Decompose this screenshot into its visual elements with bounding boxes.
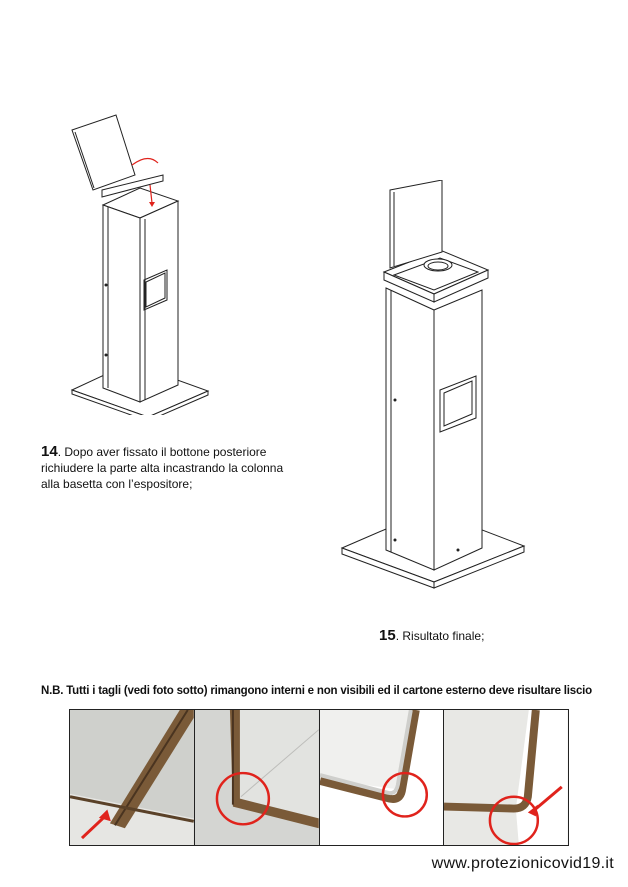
website-url: www.protezionicovid19.it — [431, 855, 614, 872]
step-14-line3: alla basetta con l’espositore; — [41, 477, 193, 491]
photo-cut-3 — [320, 710, 444, 845]
figure-step-14 — [60, 105, 220, 415]
step-14-line1: . Dopo aver fissato il bottone posteriore — [57, 445, 267, 459]
photo-cut-4 — [444, 710, 568, 845]
photo-cut-2 — [195, 710, 319, 845]
step-14-caption — [41, 444, 283, 492]
step-14-line2: richiudere la parte alta incastrando la colonna — [41, 461, 284, 475]
step-14-number: 14 — [41, 443, 58, 460]
photo-cut-1 — [70, 710, 194, 845]
figure-step-15 — [338, 180, 528, 590]
step-15-number: 15 — [379, 627, 396, 644]
photo-strip — [69, 709, 569, 846]
step-15-text: . Risultato finale; — [395, 629, 485, 643]
note-text: N.B. Tutti i tagli (vedi foto sotto) rimangono interni e non visibili ed il cartone esterno deve risultare liscio — [41, 685, 592, 697]
step-15-caption — [379, 628, 484, 644]
